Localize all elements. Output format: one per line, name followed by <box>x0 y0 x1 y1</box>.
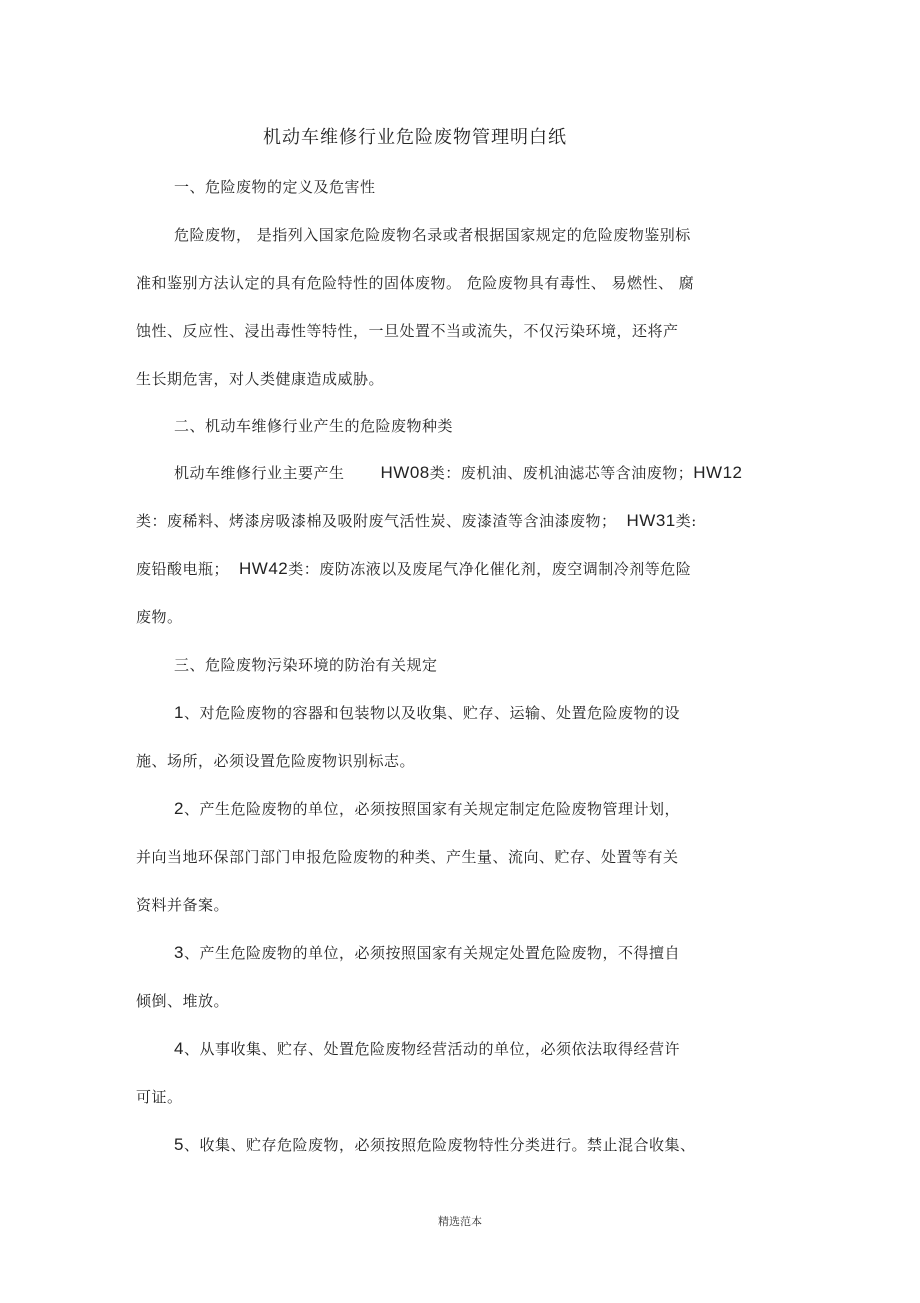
document-title: 机动车维修行业危险废物管理明白纸 <box>263 127 567 148</box>
section3-item-2-line-3: 资料并备案。 <box>136 896 230 914</box>
section3-item-1-line-2: 施、场所，必须设置危险废物识别标志。 <box>136 752 416 770</box>
section3-item-2-line-2: 并向当地环保部门部门申报危险废物的种类、产生量、流向、贮存、处置等有关 <box>136 848 679 866</box>
section2-line1-text: 机动车维修行业主要产生 <box>174 464 345 482</box>
section2-line-4: 废物。 <box>136 608 183 626</box>
section1-line-1: 危险废物， 是指列入国家危险废物名录或者根据国家规定的危险废物鉴别标 <box>174 226 691 244</box>
item-1-number: 1 <box>174 703 184 722</box>
hw31-code: HW31 <box>626 511 676 530</box>
hw12-code: HW12 <box>693 463 743 482</box>
section3-item-3-line-1 <box>174 943 680 963</box>
section3-heading: 三、危险废物污染环境的防治有关规定 <box>174 656 438 674</box>
section3-item-5-line-1 <box>174 1135 695 1155</box>
section2-heading: 二、机动车维修行业产生的危险废物种类 <box>174 417 454 435</box>
item-2-text: 、产生危险废物的单位，必须按照国家有关规定制定危险废物管理计划， <box>183 800 680 818</box>
item-3-text: 、产生危险废物的单位，必须按照国家有关规定处置危险废物，不得擅自 <box>183 944 680 962</box>
item-1-text: 、对危险废物的容器和包装物以及收集、贮存、运输、处置危险废物的设 <box>183 704 680 722</box>
section2-line3-text: 废铅酸电瓶； <box>136 560 230 578</box>
page-footer: 精选范本 <box>438 1215 482 1228</box>
section1-line-3: 蚀性、反应性、浸出毒性等特性，一旦处置不当或流失，不仅污染环境，还将产 <box>136 322 679 340</box>
section3-item-3-line-2: 倾倒、堆放。 <box>136 992 230 1010</box>
section1-line-4: 生长期危害，对人类健康造成威胁。 <box>136 370 385 388</box>
section2-line-3 <box>136 559 691 579</box>
hw42-code: HW42 <box>239 559 289 578</box>
item-3-number: 3 <box>174 943 184 962</box>
section1-heading: 一、危险废物的定义及危害性 <box>174 178 376 196</box>
section3-item-2-line-1 <box>174 799 680 819</box>
section2-line3-rest: 类：废防冻液以及废尾气净化催化剂，废空调制冷剂等危险 <box>288 560 692 578</box>
section2-line-2 <box>136 511 697 531</box>
item-4-text: 、从事收集、贮存、处置危险废物经营活动的单位，必须依法取得经营许 <box>183 1040 680 1058</box>
item-2-number: 2 <box>174 799 184 818</box>
hw08-code: HW08 <box>380 463 430 482</box>
item-5-text: 、收集、贮存危险废物，必须按照危险废物特性分类进行。禁止混合收集、 <box>183 1136 696 1154</box>
item-5-number: 5 <box>174 1135 184 1154</box>
item-4-number: 4 <box>174 1039 184 1058</box>
section2-line2-text: 类：废稀料、烤漆房吸漆棉及吸附废气活性炭、废漆渣等含油漆废物； <box>136 512 617 530</box>
section2-line-1 <box>174 463 743 483</box>
section2-line1-rest: 类：废机油、废机油滤芯等含油废物； <box>429 464 694 482</box>
section1-line-2: 准和鉴别方法认定的具有危险特性的固体废物。 危险废物具有毒性、 易燃性、 腐 <box>136 274 695 292</box>
section3-item-1-line-1 <box>174 703 680 723</box>
section3-item-4-line-2: 可证。 <box>136 1088 183 1106</box>
section3-item-4-line-1 <box>174 1039 680 1059</box>
section2-line2-end: 类: <box>675 512 697 530</box>
